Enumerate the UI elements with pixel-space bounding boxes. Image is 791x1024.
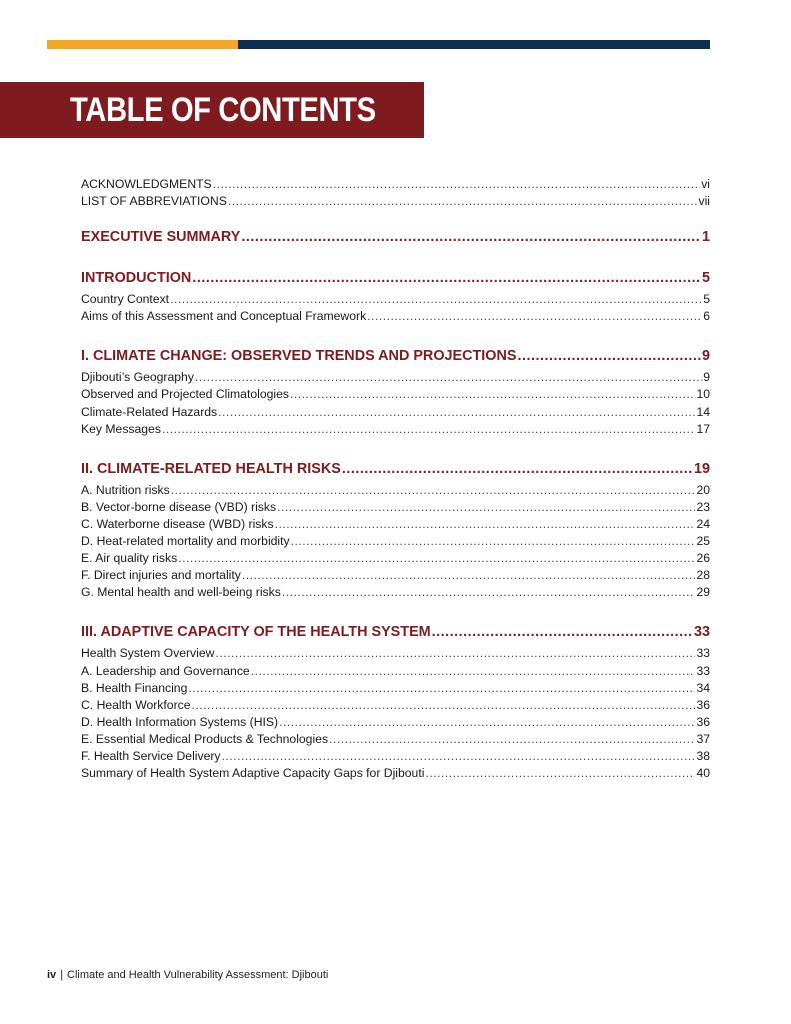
toc-entry[interactable] xyxy=(81,645,710,662)
dot-leader xyxy=(517,346,701,366)
toc-entry-label: G. Mental health and well-being risks xyxy=(81,585,281,600)
toc-section-executive-summary[interactable] xyxy=(81,227,710,247)
toc-entry-label: B. Vector-borne disease (VBD) risks xyxy=(81,499,277,514)
toc-entry-page: 10 xyxy=(696,387,710,402)
dot-leader xyxy=(192,268,701,288)
toc-entry[interactable] xyxy=(81,533,710,550)
toc-entry-label: Djibouti’s Geography xyxy=(81,370,194,385)
toc-entry[interactable] xyxy=(81,680,710,697)
toc-entry-page: 26 xyxy=(696,551,710,566)
toc-entry-label: Climate-Related Hazards xyxy=(81,404,218,419)
toc-entry-label: Country Context xyxy=(81,292,170,307)
toc-entry-page: 38 xyxy=(696,748,710,763)
toc-section-health-risks[interactable] xyxy=(81,459,710,479)
toc-entry-label: D. Health Information Systems (HIS) xyxy=(81,714,279,729)
toc-entry-page: 34 xyxy=(696,680,710,695)
dot-leader xyxy=(241,227,701,247)
toc-section-label: I. CLIMATE CHANGE: OBSERVED TRENDS AND PROJECTIONS xyxy=(81,348,517,365)
toc-entry-label: E. Essential Medical Products & Technologies xyxy=(81,731,329,746)
toc-section-page: 19 xyxy=(693,460,710,477)
dot-leader xyxy=(282,584,696,601)
dot-leader xyxy=(188,680,695,697)
toc-section-page: 5 xyxy=(701,270,710,287)
toc-entry-page: 36 xyxy=(696,714,710,729)
footer-document-title: Climate and Health Vulnerability Assessment: Djibouti xyxy=(67,969,329,981)
toc-entry-page: 33 xyxy=(696,663,710,678)
toc-entry[interactable] xyxy=(81,731,710,748)
toc-entry-label: D. Heat-related mortality and morbidity xyxy=(81,534,290,549)
dot-leader xyxy=(432,622,693,642)
toc-entry-page: vi xyxy=(701,177,710,191)
toc-entry-page: 36 xyxy=(696,697,710,712)
toc-entry[interactable] xyxy=(81,567,710,584)
toc-entry[interactable] xyxy=(81,308,710,325)
toc-entry[interactable] xyxy=(81,714,710,731)
dot-leader xyxy=(222,748,696,765)
toc-section-page: 33 xyxy=(693,624,710,641)
toc-entry-label: Observed and Projected Climatologies xyxy=(81,387,289,402)
toc-entry-label: Aims of this Assessment and Conceptual Framework xyxy=(81,309,367,324)
toc-entry-acknowledgments[interactable] xyxy=(81,176,710,193)
toc-entry[interactable] xyxy=(81,516,710,533)
toc-entry-page: 37 xyxy=(696,731,710,746)
toc-entry-label: Health System Overview xyxy=(81,646,215,661)
toc-entry-page: 25 xyxy=(696,534,710,549)
dot-leader xyxy=(195,369,702,386)
toc-entry-label: Summary of Health System Adaptive Capacity Gaps for Djibouti xyxy=(81,766,425,781)
toc-entry[interactable] xyxy=(81,584,710,601)
table-of-contents xyxy=(81,176,710,782)
dot-leader xyxy=(162,421,696,438)
toc-entry[interactable] xyxy=(81,663,710,680)
toc-entry-page: 5 xyxy=(703,292,710,307)
toc-entry[interactable] xyxy=(81,386,710,403)
dot-leader xyxy=(228,193,698,210)
toc-entry[interactable] xyxy=(81,482,710,499)
toc-entry[interactable] xyxy=(81,748,710,765)
toc-entry[interactable] xyxy=(81,369,710,386)
toc-entry[interactable] xyxy=(81,499,710,516)
toc-entry-page: 28 xyxy=(696,568,710,583)
toc-entry-label: Key Messages xyxy=(81,421,161,436)
toc-entry-page: 14 xyxy=(696,404,710,419)
toc-entry-label: F. Direct injuries and mortality xyxy=(81,568,241,583)
top-bar-gold-segment xyxy=(47,40,238,49)
dot-leader xyxy=(425,765,695,782)
toc-section-label: INTRODUCTION xyxy=(81,270,192,287)
dot-leader xyxy=(171,482,696,499)
toc-entry[interactable] xyxy=(81,765,710,782)
top-color-bar xyxy=(47,40,710,49)
toc-section-introduction[interactable] xyxy=(81,268,710,288)
toc-entry[interactable] xyxy=(81,550,710,567)
toc-entry-page: 33 xyxy=(696,646,710,661)
title-banner xyxy=(0,82,424,138)
toc-entry-page: 29 xyxy=(696,585,710,600)
toc-entry-page: 20 xyxy=(696,482,710,497)
toc-entry[interactable] xyxy=(81,421,710,438)
toc-entry-label: A. Nutrition risks xyxy=(81,482,170,497)
toc-section-page: 9 xyxy=(701,348,710,365)
toc-entry-page: 23 xyxy=(696,499,710,514)
toc-section-label: EXECUTIVE SUMMARY xyxy=(81,229,241,246)
toc-entry-label: LIST OF ABBREVIATIONS xyxy=(81,194,227,209)
toc-entry-page: 17 xyxy=(696,421,710,436)
toc-section-label: II. CLIMATE-RELATED HEALTH RISKS xyxy=(81,460,341,477)
top-bar-navy-segment xyxy=(238,40,710,49)
toc-entry-page: 24 xyxy=(696,516,710,531)
toc-entry[interactable] xyxy=(81,291,710,308)
toc-entry-abbreviations[interactable] xyxy=(81,193,710,210)
dot-leader xyxy=(215,645,695,662)
toc-entry-page: 9 xyxy=(703,370,710,385)
dot-leader xyxy=(170,291,702,308)
page-footer xyxy=(47,969,328,981)
toc-entry-label: C. Health Workforce xyxy=(81,697,191,712)
dot-leader xyxy=(342,459,693,479)
toc-entry-page: 40 xyxy=(696,766,710,781)
page-title: TABLE OF CONTENTS xyxy=(70,90,376,129)
toc-entry-label: B. Health Financing xyxy=(81,680,188,695)
dot-leader xyxy=(367,308,702,325)
dot-leader xyxy=(213,176,700,193)
toc-entry[interactable] xyxy=(81,697,710,714)
toc-entry-page: 6 xyxy=(703,309,710,324)
toc-entry-label: A. Leadership and Governance xyxy=(81,663,250,678)
toc-section-label: III. ADAPTIVE CAPACITY OF THE HEALTH SYSTEM xyxy=(81,624,431,641)
toc-entry-label: F. Health Service Delivery xyxy=(81,748,221,763)
toc-entry[interactable] xyxy=(81,404,710,421)
dot-leader xyxy=(291,533,696,550)
dot-leader xyxy=(279,714,695,731)
toc-entry-label: ACKNOWLEDGMENTS xyxy=(81,177,212,191)
toc-section-page: 1 xyxy=(701,229,710,246)
dot-leader xyxy=(242,567,696,584)
footer-page-number: iv xyxy=(47,969,57,981)
toc-entry-label: C. Waterborne disease (WBD) risks xyxy=(81,516,274,531)
toc-section-adaptive-capacity[interactable] xyxy=(81,622,710,642)
dot-leader xyxy=(275,516,696,533)
dot-leader xyxy=(290,386,695,403)
dot-leader xyxy=(251,663,696,680)
toc-entry-label: E. Air quality risks xyxy=(81,551,178,566)
dot-leader xyxy=(277,499,695,516)
dot-leader xyxy=(218,404,695,421)
toc-section-climate-change[interactable] xyxy=(81,346,710,366)
dot-leader xyxy=(192,697,696,714)
footer-separator: | xyxy=(60,969,64,981)
dot-leader xyxy=(329,731,695,748)
dot-leader xyxy=(178,550,695,567)
toc-entry-page: vii xyxy=(698,194,710,209)
